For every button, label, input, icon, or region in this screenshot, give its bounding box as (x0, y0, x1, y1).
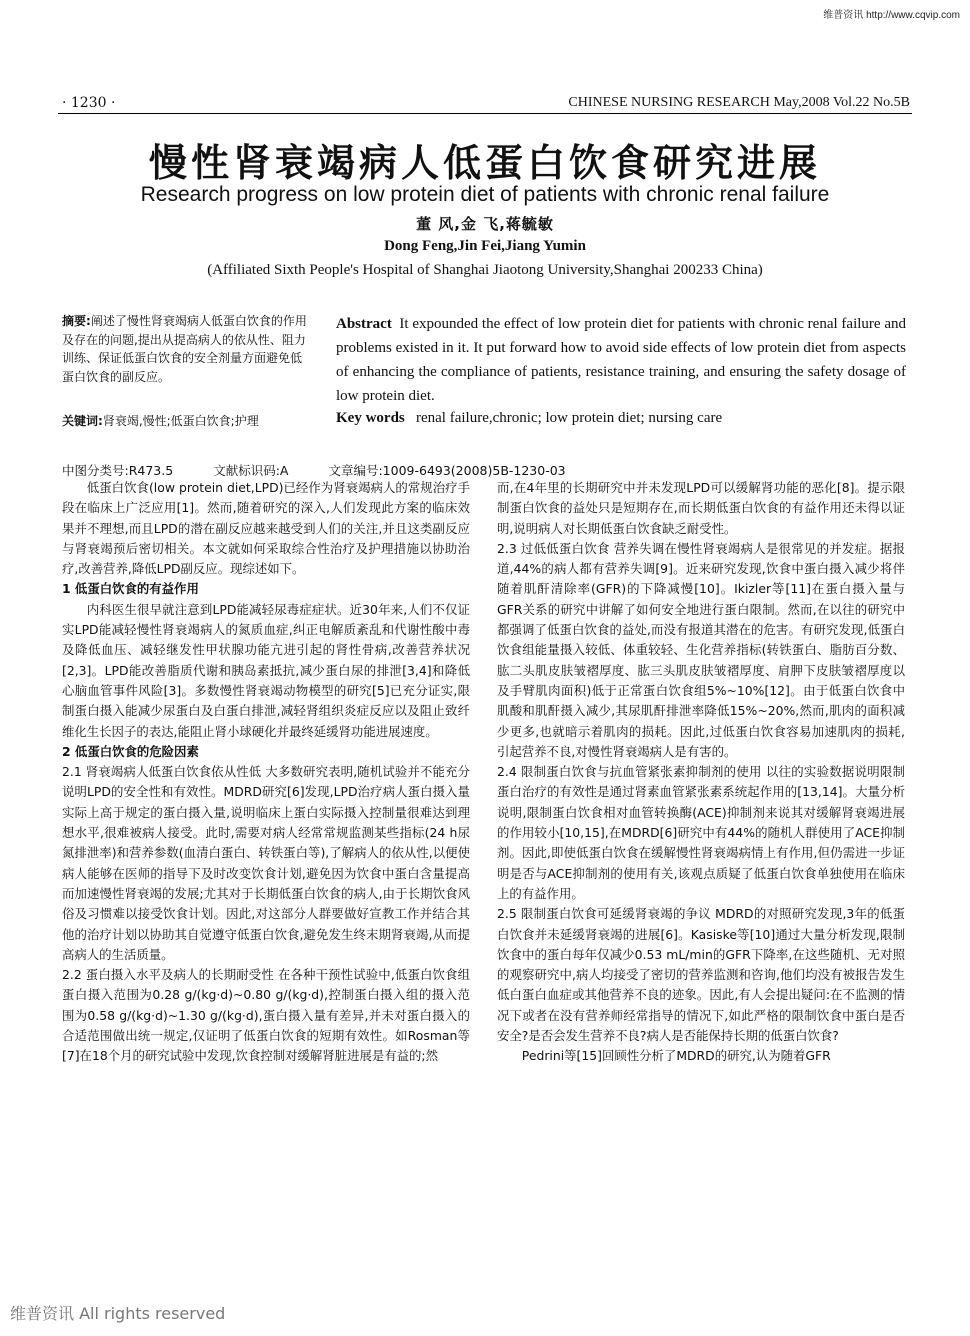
keywords-english (336, 410, 906, 427)
section-heading-2: 2 低蛋白饮食的危险因素 (62, 743, 199, 759)
abstract-en-label: Abstract (336, 316, 392, 332)
keywords-chinese (62, 412, 322, 429)
title-chinese: 慢性肾衰竭病人低蛋白饮食研究进展 (148, 141, 821, 185)
abstract-english (336, 312, 906, 408)
body-column-right (497, 478, 905, 1067)
page-number: · 1230 · (62, 95, 116, 111)
intro-paragraph: 低蛋白饮食(low protein diet,LPD)已经作为肾衰竭病人的常规治疗手段在临床上广泛应用[1]。然而,随着研究的深入,人们发现此方案的临床效果并不理想,而且LPD的潜在副反应越来越受到人们的关注,并且这类副反应与肾衰竭预后密切相关。本文就如何采取综合性治疗及护理措施以协助治疗,改善营养,降低LPD副反应。现综述如下。 (62, 480, 470, 577)
watermark-bottom: 维普资讯 All rights reserved (10, 1304, 226, 1323)
document-code: 文献标识码:A (213, 463, 289, 478)
affiliation: (Affiliated Sixth People's Hospital of Shanghai Jiaotong University,Shanghai 200233 China) (207, 262, 763, 278)
pedrini-paragraph: Pedrini等[15]回顾性分析了MDRD的研究,认为随着GFR (521, 1048, 831, 1064)
authors-english: Dong Feng,Jin Fei,Jiang Yumin (384, 238, 586, 254)
abstract-zh-label: 摘要: (62, 314, 91, 328)
header-rule (58, 113, 912, 114)
journal-header: CHINESE NURSING RESEARCH May,2008 Vol.22 No.5B (568, 95, 910, 110)
authors-chinese: 董 风,金 飞,蒋毓敏 (416, 215, 554, 233)
clc-number: 中图分类号:R473.5 (62, 463, 174, 478)
abstract-zh-text: 阐述了慢性肾衰竭病人低蛋白饮食的作用及存在的问题,提出从提高病人的依从性、阻力训练、保证低蛋白饮食的安全剂量方面避免低蛋白饮食的副反应。 (62, 314, 307, 384)
keywords-zh-text: 肾衰竭,慢性;低蛋白饮食;护理 (102, 414, 259, 428)
watermark-top: 维普资讯 http://www.cqvip.com (823, 10, 960, 21)
keywords-zh-label: 关键词: (62, 414, 103, 428)
keywords-en-label: Key words (336, 410, 405, 426)
section-heading-1: 1 低蛋白饮食的有益作用 (62, 581, 199, 597)
subsection-2-2-continued: 而,在4年里的长期研究中并未发现LPD可以缓解肾功能的恶化[8]。提示限制蛋白饮食的益处只是短期存在,而长期低蛋白饮食的有益作用还未得以证明,说明病人对长期低蛋白饮食缺乏耐受性。 (497, 480, 905, 536)
section-1-paragraph: 内科医生很早就注意到LPD能减轻尿毒症症状。近30年来,人们不仅证实LPD能减轻慢性肾衰竭病人的氮质血症,纠正电解质紊乱和代谢性酸中毒及降低血压、减轻继发性甲状腺功能亢进引起的肾性骨病,改善营养状况[2,3]。LPD能改善脂质代谢和胰岛素抵抗,减少蛋白尿的排泄[3,4]和降低心脑血管事件风险[3]。多数慢性肾衰竭动物模型的研究[5]已充分证实,限制蛋白摄入能减少尿蛋白及白蛋白排泄,减轻肾组织炎症反应以及阻止致纤维化生长因子的表达,能阻止肾小球硬化并最终延缓肾功能进展速度。 (62, 601, 470, 739)
title-english: Research progress on low protein diet of patients with chronic renal failure (140, 183, 830, 206)
classification-line (62, 461, 606, 479)
subsection-2-1: 2.1 肾衰竭病人低蛋白饮食依从性低 大多数研究表明,随机试验并不能充分说明LPD的安全性和有效性。MDRD研究[6]发现,LPD治疗病人蛋白摄入量实际上高于规定的蛋白摄入量,说明临床上蛋白实际摄入控制量很难达到理想水平,很难被病人接受。此时,需要对病人经常常规监测某些指标(24 h尿氮排泄率)和营养参数(血清白蛋白、转铁蛋白等),了解病人的依从性,以便使病人能够在医师的指导下及时改变饮食计划,避免因为饮食中蛋白含量提高而加速慢性肾衰竭的发展;尤其对于长期低蛋白饮食的病人,由于长期饮食风俗及习惯难以接受饮食计划。因此,对这部分人群要做好宣教工作并结合其他的治疗计划以协助其自觉遵守低蛋白饮食,避免发生终末期肾衰竭,从而提高病人的生活质量。 (62, 764, 470, 962)
keywords-en-text: renal failure,chronic; low protein diet; nursing care (416, 410, 723, 426)
subsection-2-4: 2.4 限制蛋白饮食与抗血管紧张素抑制剂的使用 以往的实验数据说明限制蛋白治疗的有效性是通过肾素血管紧张素系统起作用的[13,14]。大量分析说明,限制蛋白饮食相对血管转换酶(ACE)抑制剂来说其对缓解肾衰竭进展的作用较小[10,15],在MDRD[6]研究中有44%的随机人群使用了ACE抑制剂。因此,即使低蛋白饮食在缓解慢性肾衰竭病情上有作用,但仍需进一步证明是否与ACE抑制剂的使用有关,该观点质疑了低蛋白饮食单独使用在临床上的有益作用。 (497, 764, 905, 901)
article-number: 文章编号:1009-6493(2008)5B-1230-03 (328, 463, 566, 478)
abstract-en-text: It expounded the effect of low protein diet for patients with chronic renal failure and problems existed in it. It put forward how to avoid side effects of low protein diet from aspects of enhancing the compliance of patients, resistance training, and ensuring the safety dosage of low protein diet. (336, 316, 906, 404)
subsection-2-3: 2.3 过低低蛋白饮食 营养失调在慢性肾衰竭病人是很常见的并发症。据报道,44%的病人都有营养失调[9]。近来研究发现,饮食中蛋白摄入减少将伴随着肌酐清除率(GFR)的下降减慢[10]。Ikizler等[11]在蛋白摄入量与GFR关系的研究中讲解了如何安全地进行蛋白限制。然而,在以往的研究中都强调了低蛋白饮食的益处,而没有报道其潜在的危害。有研究发现,低蛋白饮食组能量摄入较低、体重较轻、生化营养指标(转铁蛋白、脂肪百分数、肱二头肌皮肤皱褶厚度、肱三头肌皮肤皱褶厚度、肩胛下皮肤皱褶厚度以及手臂肌肉面积)低于正常蛋白饮食组5%~10%[12]。由于低蛋白饮食中肌酸和肌酐摄入减少,其尿肌酐排泄率降低15%~20%,然而,肌肉的面积减少更多,也就暗示着肌肉的损耗。因此,过低蛋白饮食容易加速肌肉的损耗,引起营养不良,对慢性肾衰竭病人是有害的。 (497, 540, 905, 759)
abstract-chinese (62, 312, 310, 386)
subsection-2-5: 2.5 限制蛋白饮食可延缓肾衰竭的争议 MDRD的对照研究发现,3年的低蛋白饮食并未延缓肾衰竭的进展[6]。Kasiske等[10]通过大量分析发现,限制饮食中的蛋白每年仅减少0.53 mL/min的GFR下降率,在这些随机、无对照的观察研究中,病人均接受了密切的营养监测和咨询,他们均没有被报告发生低白蛋白血症或其他营养不良的迹象。因此,有人会提出疑问:在不监测的情况下或者在没有营养师经常指导的情况下,如此严格的限制饮食中蛋白是否安全?是否会发生营养不良?病人是否能保持长期的低蛋白饮食? (497, 906, 905, 1044)
body-column-left (62, 478, 470, 1067)
subsection-2-2: 2.2 蛋白摄入水平及病人的长期耐受性 在各种干预性试验中,低蛋白饮食组蛋白摄入范围为0.28 g/(kg·d)~0.80 g/(kg·d),控制蛋白摄入组的摄入范围为0.58 g/(kg·d)~1.30 g/(kg·d),蛋白摄入量有差异,并未对蛋白摄入的合适范围做出统一规定,仅证明了低蛋白饮食的短期有效性。如Rosman等[7]在18个月的研究试验中发现,饮食控制对缓解肾脏进展是有益的;然 (62, 967, 470, 1064)
